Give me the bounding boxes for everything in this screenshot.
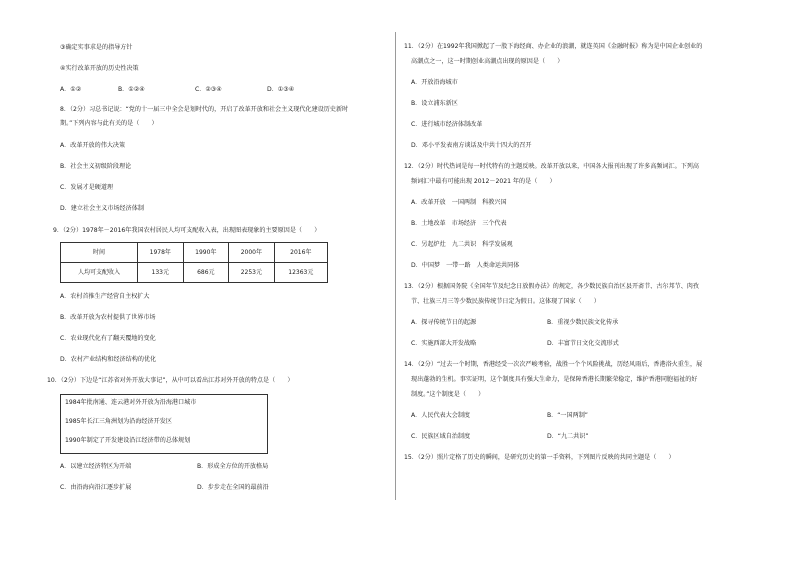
q14-stem-line3: 制度。”这个制度是（ ） bbox=[411, 391, 485, 398]
table-row bbox=[61, 263, 328, 283]
event-line: 1984年批南通、连云港对外开放为沿海港口城市 bbox=[65, 399, 197, 406]
table-cell: 2000年 bbox=[229, 243, 275, 263]
q14-option-a: A．人民代表大会制度 bbox=[411, 412, 471, 419]
column-divider bbox=[395, 32, 396, 500]
q7-choice-d: D．①③④ bbox=[267, 86, 295, 93]
q10-option-b: B．形成全方位的开放格局 bbox=[197, 463, 269, 470]
q15-stem: 15．（2分）照片定格了历史的瞬间，是研究历史的第一手资料，下列图片反映的共同主题是（ ） bbox=[404, 454, 675, 461]
q12-option-b: B．土地改革 市场经济 三个代表 bbox=[411, 220, 507, 227]
q7-option-3: ③确定实事求是的指导方针 bbox=[60, 44, 133, 51]
q13-option-d: D．丰富节日文化交流形式 bbox=[547, 340, 619, 347]
q12-stem-line2: 频词汇中最有可能出现 2012－2021 年的是（ ） bbox=[411, 178, 556, 185]
q11-option-d: D．邓小平发表南方谈话及中共十四大的召开 bbox=[411, 142, 532, 149]
q12-stem-line1: 12．（2分）时代热词是每一时代特有的主题反映。改革开放以来，中国各大报刊出现了许多高频词汇。下列高 bbox=[404, 163, 699, 170]
q10-option-d: D．步步走在全国的最前沿 bbox=[197, 484, 269, 491]
q8-stem-line2: 期。”下列内容与此有关的是（ ） bbox=[60, 120, 158, 127]
table-cell: 1978年 bbox=[138, 243, 184, 263]
q10-events-box bbox=[60, 394, 268, 454]
q7-choice-c: C．②③④ bbox=[195, 86, 222, 93]
table-cell: 2253元 bbox=[229, 263, 275, 283]
q9-stem: 9．（2分）1978年－2016年我国农村居民人均可支配收入表，出现图表现象的主要原因是（ ） bbox=[53, 227, 321, 234]
table-cell: 人均可支配收入 bbox=[61, 263, 138, 283]
q12-option-d: D．中国梦 一带一路 人类命运共同体 bbox=[411, 262, 520, 269]
q10-option-c: C．由沿海向沿江逐步扩展 bbox=[60, 484, 132, 491]
q11-option-c: C．进行城市经济体制改革 bbox=[411, 121, 483, 128]
q7-choice-b: B．①②④ bbox=[118, 86, 145, 93]
table-cell: 1990年 bbox=[183, 243, 229, 263]
q7-option-4: ④实行改革开放的历史性决策 bbox=[60, 65, 139, 72]
q9-option-b: B．改革开放为农村提供了世界市场 bbox=[60, 314, 156, 321]
q11-stem-line2: 高潮点之一，这一时期创业高潮点出现的原因是（ ） bbox=[411, 58, 564, 65]
q8-stem-line1: 8．（2分）习总书记说：“党的十一届三中全会是划时代的，开启了改革开放和社会主义现代化建设历史新时 bbox=[60, 106, 349, 113]
q11-stem-line1: 11．（2分）在1992年我国掀起了一股下海经商、办企业的浪潮，就连英国《金融时报》称为是中国企业创业的 bbox=[404, 43, 703, 50]
q8-option-d: D．建立社会主义市场经济体制 bbox=[60, 205, 144, 212]
q11-option-b: B．设立浦东新区 bbox=[411, 100, 458, 107]
q10-option-a: A．以建立经济特区为开端 bbox=[60, 463, 132, 470]
q11-option-a: A．开放沿海城市 bbox=[411, 79, 458, 86]
q9-income-table bbox=[60, 242, 328, 283]
q12-option-c: C．另起炉灶 九二共识 科学发展观 bbox=[411, 241, 513, 248]
table-cell: 时间 bbox=[61, 243, 138, 263]
q10-stem: 10．（2分）下边是“江苏省对外开放大事记”，从中可以看出江苏对外开放的特点是（ ） bbox=[47, 377, 294, 384]
q14-option-b: B．“一国两制” bbox=[547, 412, 588, 419]
table-cell: 686元 bbox=[183, 263, 229, 283]
q14-option-c: C．民族区域自治制度 bbox=[411, 433, 471, 440]
q13-option-c: C．实施西部大开发战略 bbox=[411, 340, 477, 347]
table-cell: 12363元 bbox=[274, 263, 327, 283]
q13-option-a: A．探寻传统节日的起源 bbox=[411, 319, 477, 326]
q13-stem-line1: 13．（2分）根据国务院《全国年节及纪念日放假办法》的规定，各少数民族自治区县开斋节、古尔邦节、肉孜 bbox=[404, 283, 699, 290]
q8-option-a: A．改革开放的伟大决策 bbox=[60, 142, 126, 149]
q9-option-a: A．农村首推生产经营自主权扩大 bbox=[60, 293, 150, 300]
event-line: 1990年制定了开发建设沿江经济带的总体规划 bbox=[65, 437, 191, 444]
q14-stem-line1: 14．（2分）“过去一个时期，香港经受一次次严峻考验，战胜一个个风险挑战，历经风雨后，香港浴火重生，展 bbox=[404, 361, 703, 368]
q13-option-b: B．重视少数民族文化传承 bbox=[547, 319, 619, 326]
q14-stem-line2: 现出蓬勃的生机。事实证明，这个制度具有强大生命力，是保障香港长期繁荣稳定，维护香港同胞福祉的好 bbox=[411, 376, 698, 383]
q12-option-a: A．改革开放 一国两制 科教兴国 bbox=[411, 199, 507, 206]
table-row bbox=[61, 243, 328, 263]
q14-option-d: D．“九二共识” bbox=[547, 433, 589, 440]
table-cell: 133元 bbox=[138, 263, 184, 283]
q9-option-c: C．农业现代化有了翻天覆地的变化 bbox=[60, 335, 156, 342]
q9-option-d: D．农村产业结构和经济结构的优化 bbox=[60, 356, 157, 363]
q13-stem-line2: 节、壮族三月三等少数民族传统节日定为假日。这体现了国家（ ） bbox=[411, 298, 600, 305]
q8-option-b: B．社会主义初级阶段理论 bbox=[60, 163, 132, 170]
table-cell: 2016年 bbox=[274, 243, 327, 263]
q7-choice-a: A．①② bbox=[60, 86, 82, 93]
q8-option-c: C．发展才是硬道理 bbox=[60, 184, 114, 191]
event-line: 1985年长江三角洲划为沿海经济开发区 bbox=[65, 418, 172, 425]
